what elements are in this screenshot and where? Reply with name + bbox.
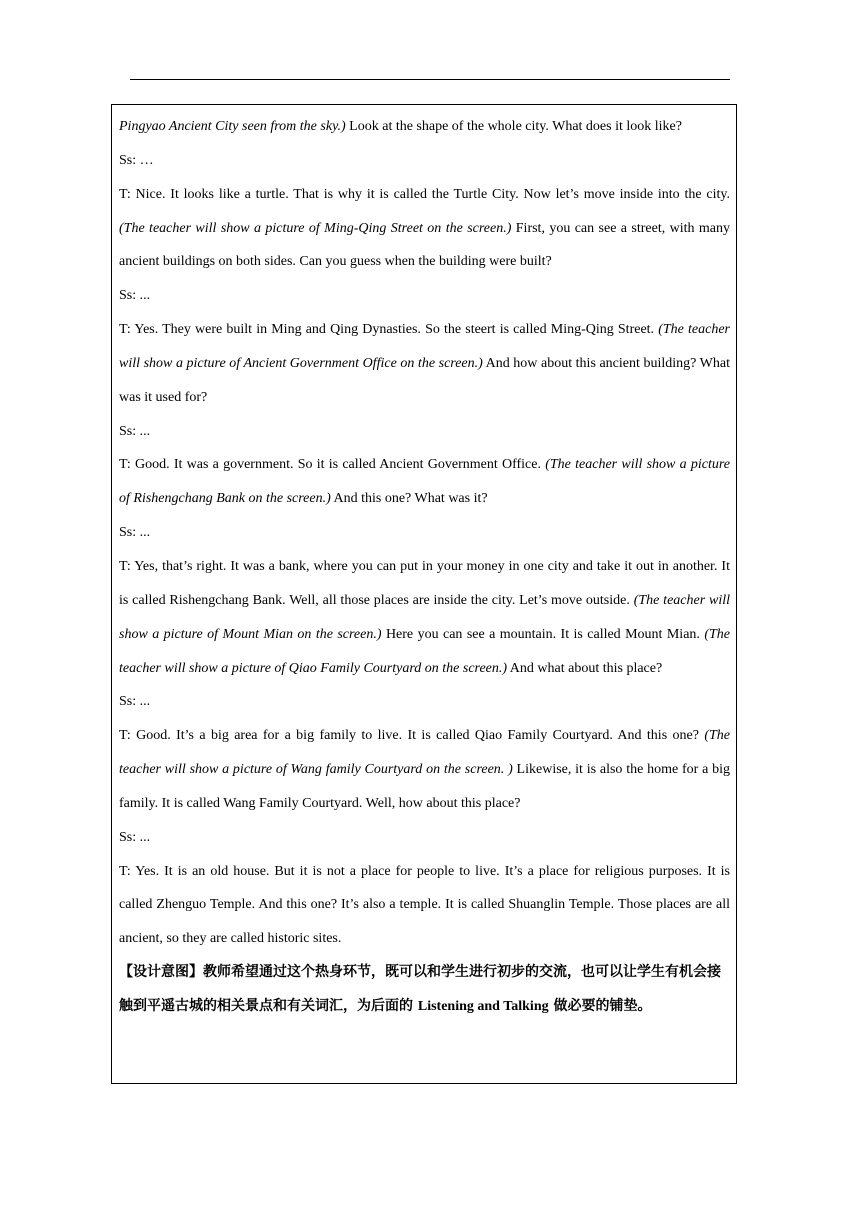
lesson-content-box (111, 104, 737, 1084)
design-note-part1: 【设计意图】教师希望通过这个热身环节，既可以和学生进行初步的交流，也可以让学生有机会接触到平遥古城的相关景点和有关词汇，为后面的 (119, 964, 721, 1014)
dialogue-paragraph (119, 685, 730, 719)
dialogue-text: And how about this ancient building? What was it used for? (119, 355, 730, 405)
dialogue-text: T: Yes. It is an old house. But it is not a place for people to live. It’s a place for religious purposes. It is called Zhenguo Temple. And this one? It’s also a temple. It is called Shuanglin Temple. Those places are all ancient, so they are called historic sites. (119, 863, 730, 947)
dialogue-text: T: Yes, that’s right. It was a bank, where you can put in your money in one city and take it out in another. It is called Rishengchang Bank. Well, all those places are inside the city. Let’s move outside. (119, 558, 730, 608)
stage-direction: (The teacher will show a picture of Mount Mian on the screen.) (119, 592, 730, 642)
dialogue-text: T: Nice. It looks like a turtle. That is why it is called the Turtle City. Now let’s move inside into the city. (119, 186, 730, 202)
stage-direction: (The teacher will show a picture of Qiao Family Courtyard on the screen.) (119, 626, 730, 676)
dialogue-paragraph (119, 516, 730, 550)
dialogue-paragraph (119, 448, 730, 516)
dialogue-text: And this one? What was it? (330, 491, 488, 507)
dialogue-text: And what about this place? (507, 660, 663, 676)
design-note-part3: 做必要的铺垫。 (548, 997, 652, 1014)
stage-direction: (The teacher will show a picture of Rishengchang Bank on the screen.) (119, 457, 731, 507)
dialogue-paragraph (119, 110, 730, 144)
dialogue-text: Ss: ... (119, 423, 151, 439)
stage-direction: (The teacher will show a picture of Wang family Courtyard on the screen. ) (119, 728, 730, 778)
design-note-part2: Listening and Talking (417, 998, 549, 1014)
dialogue-text: Ss: ... (119, 829, 151, 845)
dialogue-paragraph (119, 313, 730, 415)
dialogue-text: Ss: … (119, 152, 154, 168)
dialogue-text: Here you can see a mountain. It is called Mount Mian. (381, 626, 705, 642)
dialogue-paragraph (119, 855, 730, 957)
stage-direction: Pingyao Ancient City seen from the sky.) (119, 119, 346, 134)
header-rule (130, 79, 730, 80)
dialogue-paragraphs (119, 110, 730, 956)
stage-direction: (The teacher will show a picture of Ming-Qing Street on the screen.) (119, 220, 512, 236)
dialogue-text: First, you can see a street, with many ancient buildings on both sides. Can you guess when the building were built? (119, 220, 730, 270)
dialogue-paragraph (119, 821, 730, 855)
dialogue-text: Look at the shape of the whole city. What does it look like? (345, 119, 682, 134)
dialogue-text: Ss: ... (119, 525, 151, 541)
dialogue-text: T: Good. It’s a big area for a big family to live. It is called Qiao Family Courtyard. And this one? (119, 728, 705, 744)
dialogue-text: Ss: ... (119, 694, 151, 710)
stage-direction: (The teacher will show a picture of Ancient Government Office on the screen.) (119, 322, 730, 371)
dialogue-paragraph (119, 719, 730, 821)
dialogue-paragraph (119, 415, 730, 449)
dialogue-paragraph (119, 178, 730, 280)
dialogue-text: Ss: ... (119, 288, 151, 304)
design-intent-note (119, 956, 730, 1024)
dialogue-text: Likewise, it is also the home for a big family. It is called Wang Family Courtyard. Well, how about this place? (119, 762, 730, 811)
dialogue-text: T: Yes. They were built in Ming and Qing Dynasties. So the steert is called Ming-Qing Street. (119, 322, 659, 338)
dialogue-paragraph (119, 144, 730, 178)
dialogue-paragraph (119, 279, 730, 313)
dialogue-paragraph (119, 550, 730, 685)
dialogue-text: T: Good. It was a government. So it is called Ancient Government Office. (119, 457, 546, 473)
